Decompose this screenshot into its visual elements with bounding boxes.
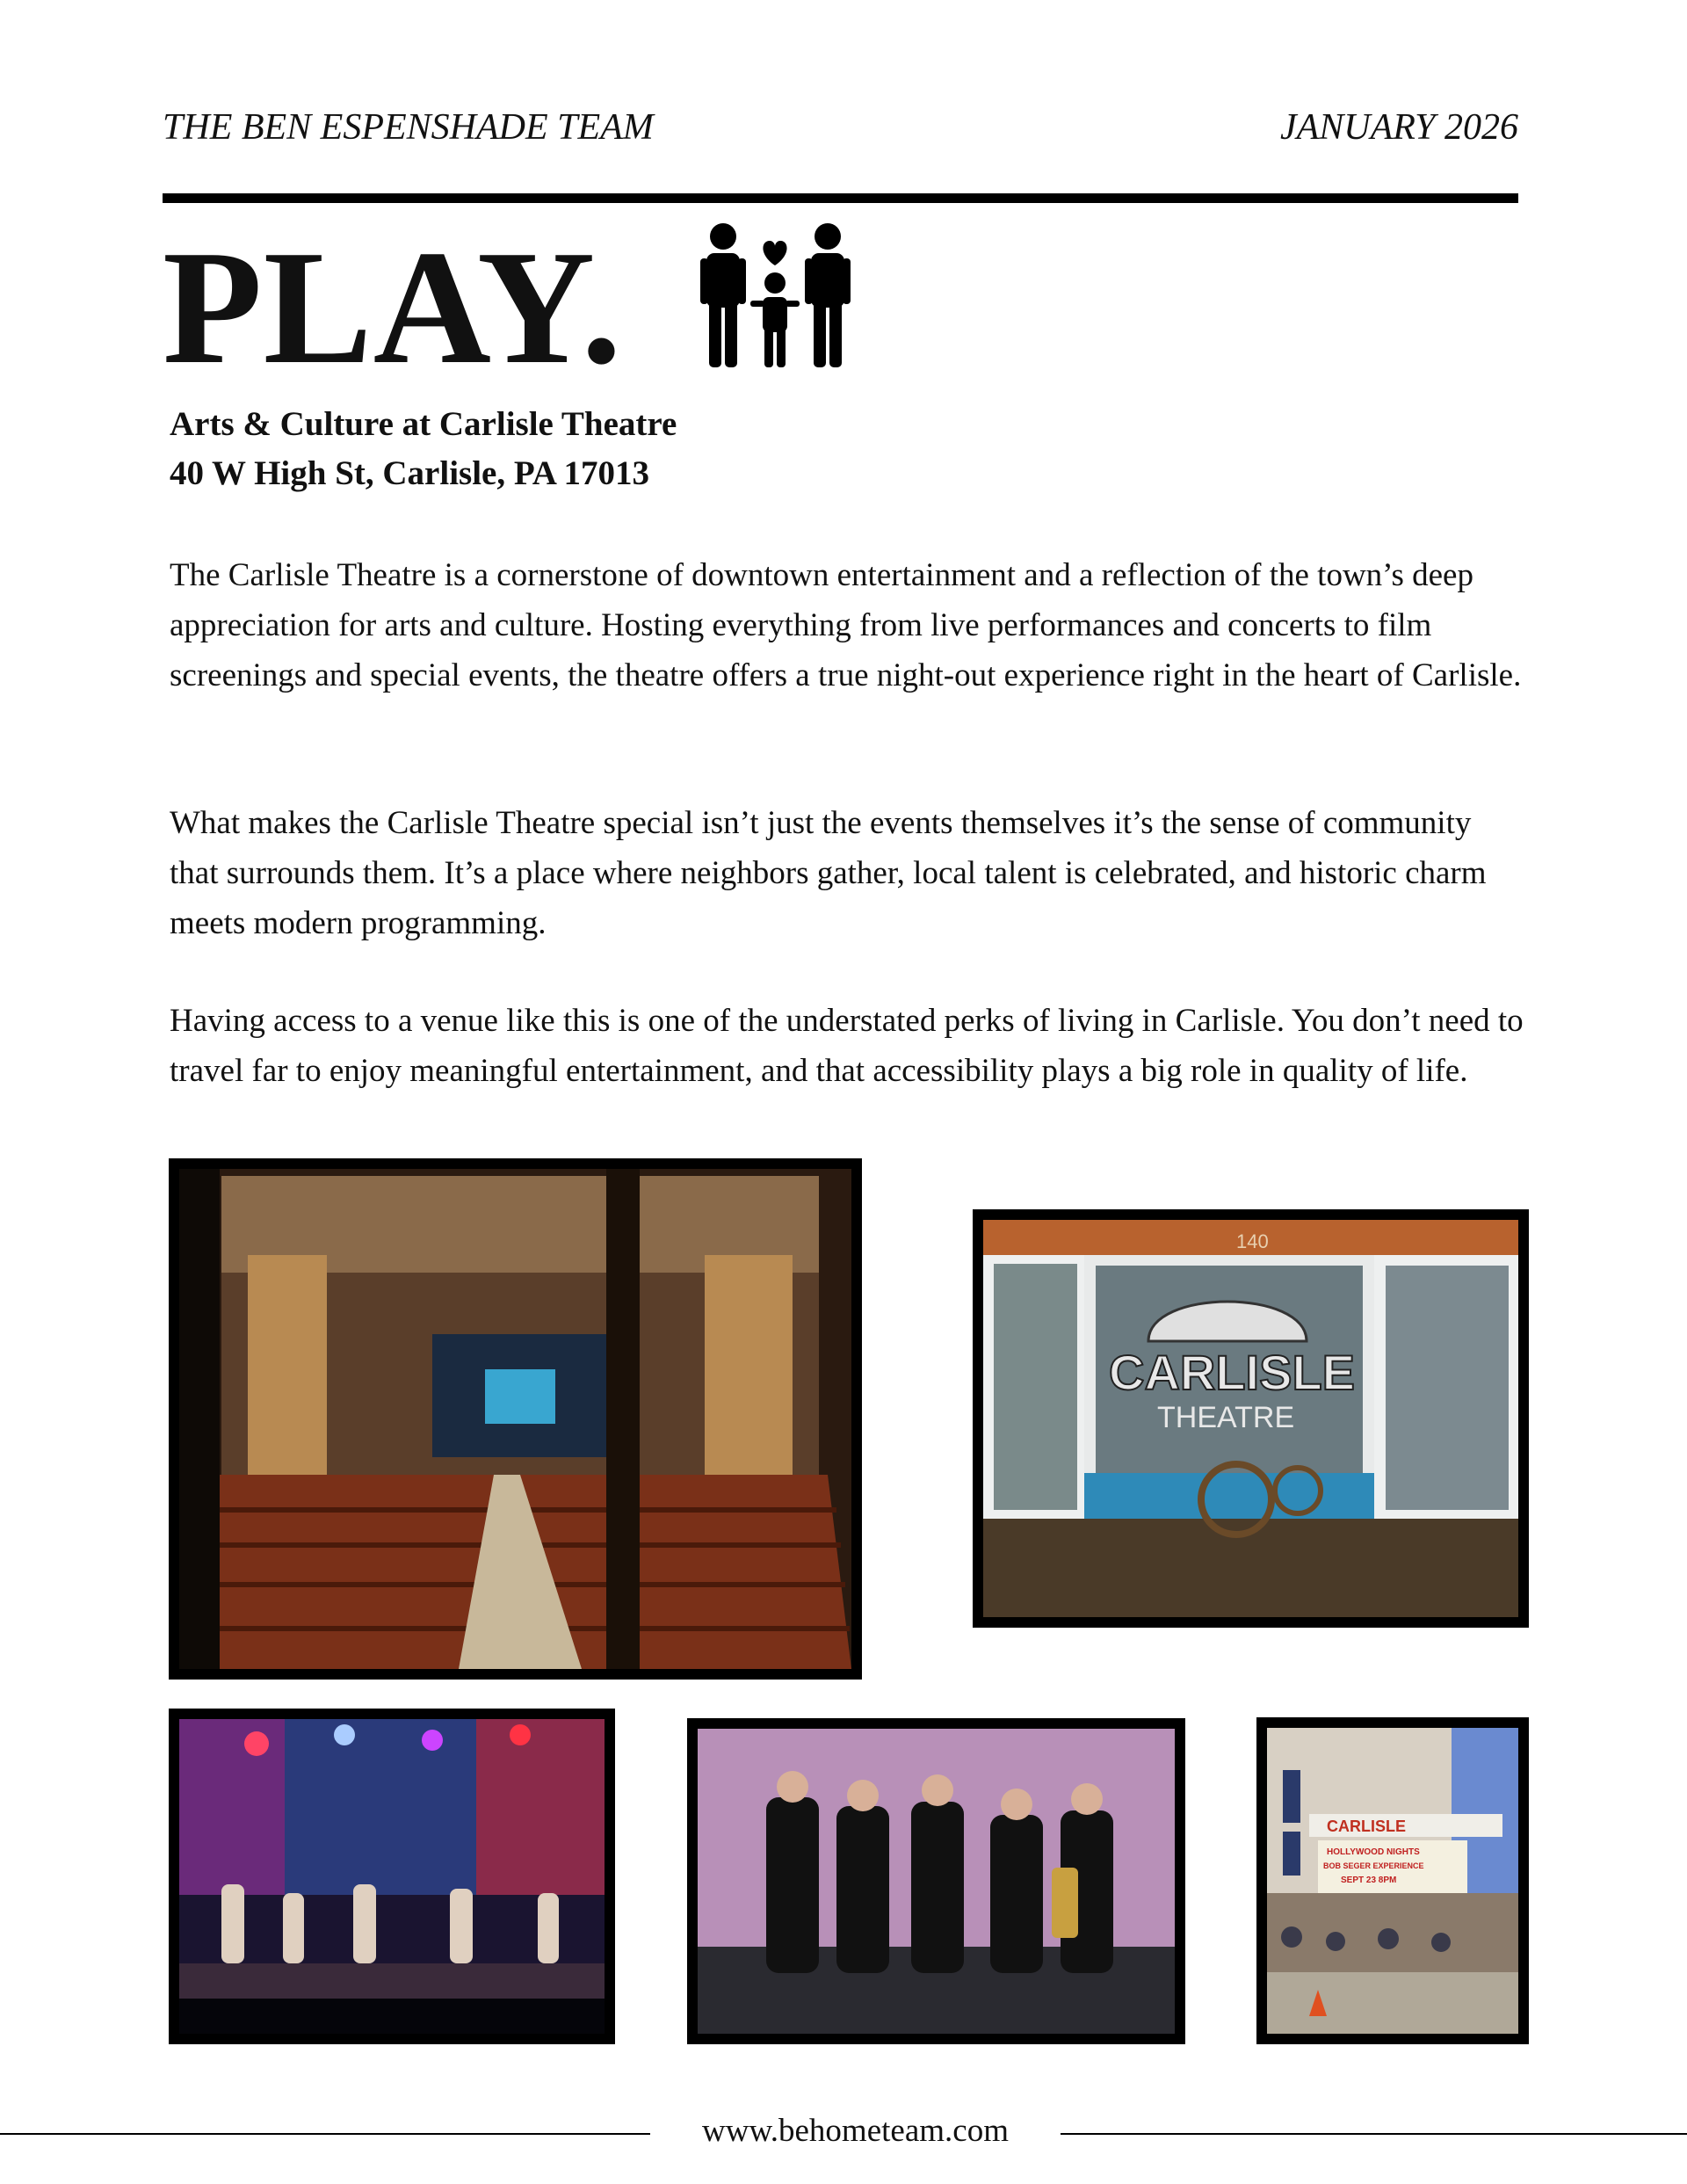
- musicians-group-photo: [687, 1718, 1185, 2044]
- door-number: 140: [1236, 1230, 1269, 1252]
- issue-date: JANUARY 2026: [1279, 107, 1518, 148]
- paragraph-community: What makes the Carlisle Theatre special isn’t just the events themselves it’s the sense of community that surrounds them. It’s a place where neighbors gather, local talent is celebrated, and historic charm meets modern programming.: [170, 805, 1487, 941]
- band-on-stage-photo: [169, 1709, 615, 2044]
- venue-heading: Arts & Culture at Carlisle Theatre: [170, 405, 677, 443]
- auditorium-photo: [169, 1158, 862, 1680]
- marquee-line-1: HOLLYWOOD NIGHTS: [1327, 1847, 1420, 1857]
- theatre-door-photo: [973, 1209, 1529, 1628]
- footer-rule-left: [0, 2133, 650, 2135]
- theatre-marquee-photo: [1256, 1717, 1529, 2044]
- paragraph-intro: The Carlisle Theatre is a cornerstone of downtown entertainment and a reflection of the town’s deep appreciation for arts and culture. Hosting everything from live performances and concerts to film screenings and special events, the theatre offers a true night-out experience right in the heart of Carlisle.: [170, 557, 1522, 693]
- paragraph-perks: Having access to a venue like this is one of the understated perks of living in Carlisle. You don’t need to travel far to enjoy meaningful entertainment, and that accessibility plays a big role in quality of life.: [170, 1003, 1524, 1089]
- page-title: PLAY.: [163, 217, 623, 398]
- team-name: THE BEN ESPENSHADE TEAM: [163, 107, 654, 148]
- venue-address: 40 W High St, Carlisle, PA 17013: [170, 454, 650, 492]
- header-rule: [163, 193, 1518, 203]
- family-icon: [694, 221, 857, 369]
- marquee-line-3: SEPT 23 8PM: [1341, 1876, 1397, 1885]
- marquee-sign-text: CARLISLE: [1327, 1818, 1406, 1835]
- marquee-line-2: BOB SEGER EXPERIENCE: [1323, 1861, 1424, 1870]
- footer-rule-right: [1061, 2133, 1687, 2135]
- door-logo-main: CARLISLE: [1109, 1345, 1355, 1400]
- footer-website-link[interactable]: www.behometeam.com: [702, 2113, 1009, 2149]
- door-logo-sub: THEATRE: [1157, 1401, 1295, 1434]
